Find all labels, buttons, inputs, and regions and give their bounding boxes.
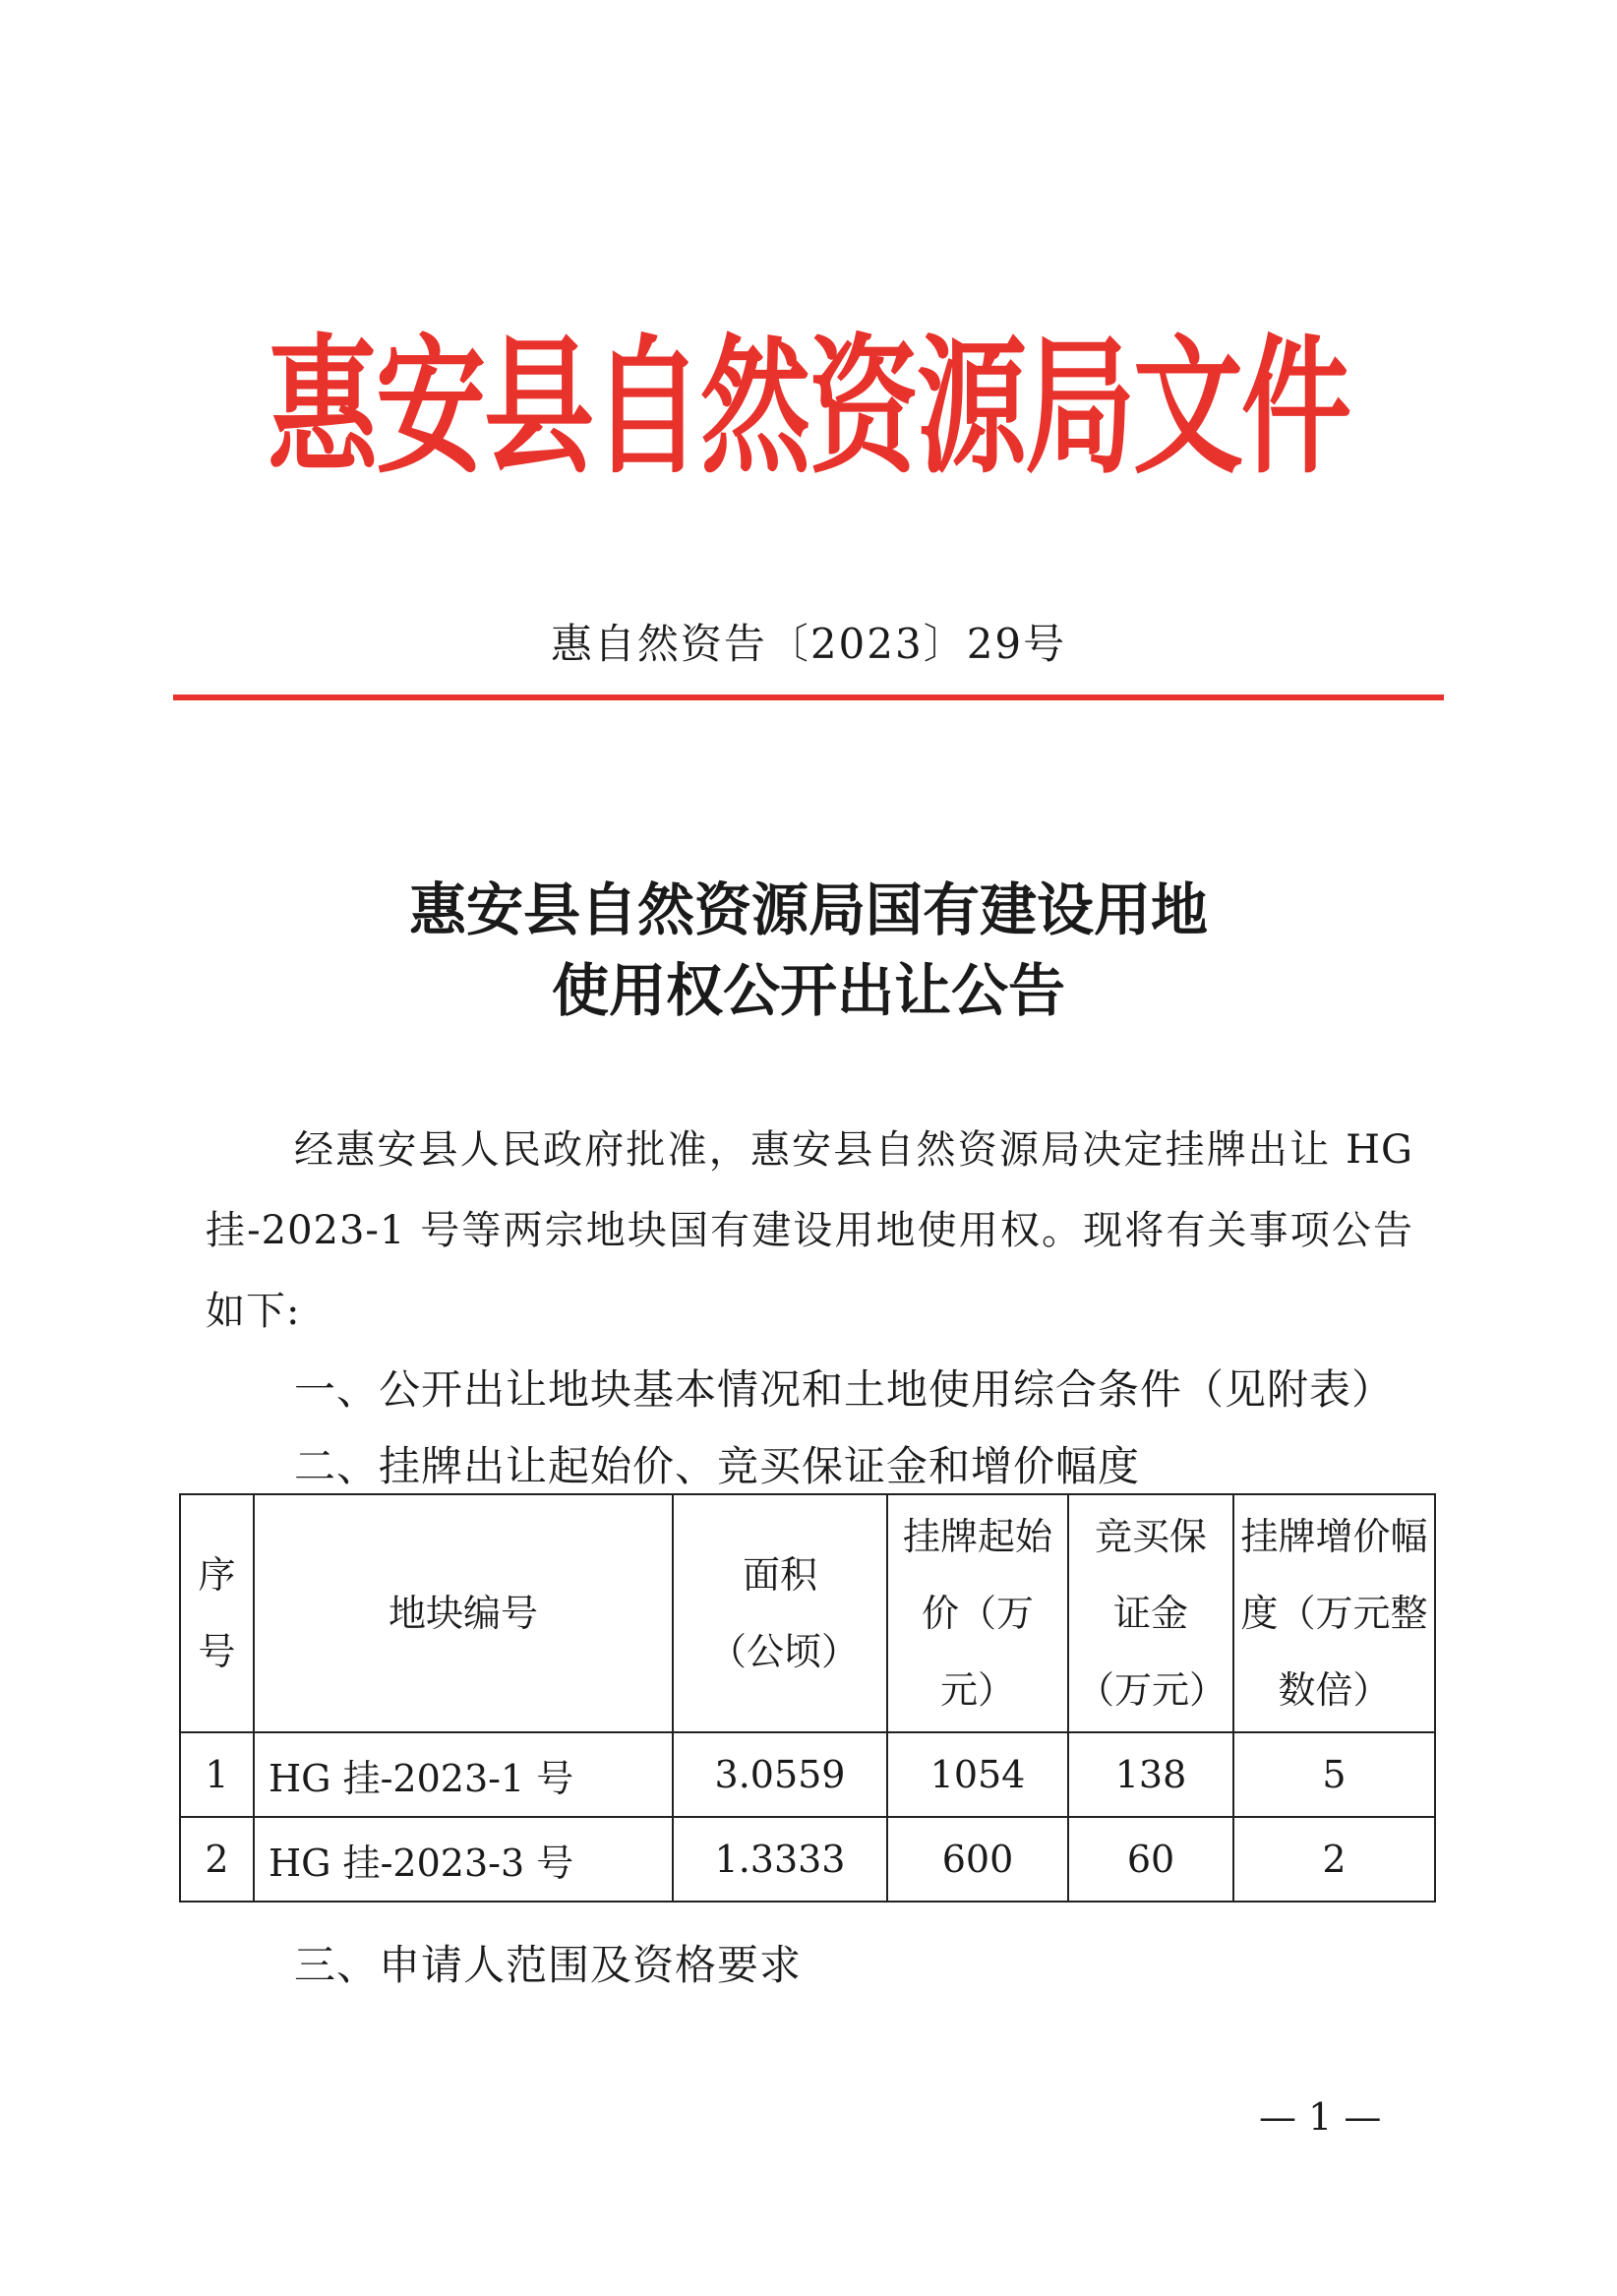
agency-document-header: 惠安县自然资源局文件 [268, 322, 1349, 495]
page-number: — 1 — [1259, 2095, 1382, 2139]
header-index: 序号 [180, 1494, 254, 1732]
cell-increment: 5 [1233, 1732, 1435, 1817]
section-1-heading: 一、公开出让地块基本情况和土地使用综合条件（见附表） [294, 1365, 1395, 1414]
cell-area: 1.3333 [673, 1817, 887, 1902]
header-increment: 挂牌增价幅度（万元整数倍） [1233, 1494, 1435, 1732]
cell-parcel-code: HG 挂-2023-3 号 [254, 1817, 673, 1902]
header-parcel-code: 地块编号 [254, 1494, 673, 1732]
cell-start-price: 1054 [887, 1732, 1068, 1817]
section-3-heading: 三、申请人范围及资格要求 [294, 1941, 803, 1989]
intro-paragraph: 经惠安县人民政府批准，惠安县自然资源局决定挂牌出让 HG 挂-2023-1 号等两宗地块国有建设用地使用权。现将有关事项公告如下: [206, 1127, 1413, 1334]
cell-index: 2 [180, 1817, 254, 1902]
pricing-table [179, 1493, 1436, 1903]
cell-area: 3.0559 [673, 1732, 887, 1817]
header-start-price: 挂牌起始价（万元） [887, 1494, 1068, 1732]
cell-deposit: 60 [1068, 1817, 1233, 1902]
notice-title-line1: 惠安县自然资源局国有建设用地 [408, 876, 1208, 943]
cell-increment: 2 [1233, 1817, 1435, 1902]
section-2-heading: 二、挂牌出让起始价、竞买保证金和增价幅度 [294, 1442, 1141, 1490]
cell-start-price: 600 [887, 1817, 1068, 1902]
document-number: 惠自然资告〔2023〕29号 [550, 620, 1067, 668]
header-deposit: 竞买保证金（万元） [1068, 1494, 1233, 1732]
table-row [180, 1732, 1435, 1817]
cell-deposit: 138 [1068, 1732, 1233, 1817]
table-row [180, 1817, 1435, 1902]
notice-title-line2: 使用权公开出让公告 [551, 957, 1065, 1024]
cell-index: 1 [180, 1732, 254, 1817]
table-header-row [180, 1494, 1435, 1732]
header-area: 面积（公顷） [673, 1494, 887, 1732]
red-divider [173, 695, 1444, 700]
cell-parcel-code: HG 挂-2023-1 号 [254, 1732, 673, 1817]
